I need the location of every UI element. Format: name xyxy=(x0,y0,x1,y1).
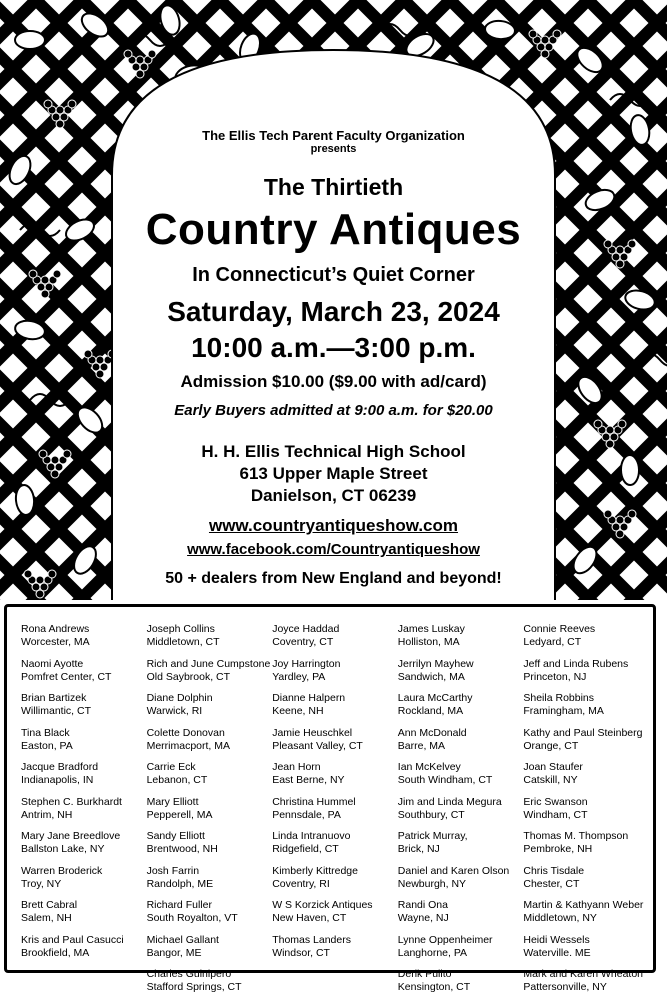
dealer-location: Barre, MA xyxy=(397,739,446,752)
dealer-name: Joyce Haddad xyxy=(272,623,340,635)
dealer-entry xyxy=(147,865,273,900)
dealer-entry xyxy=(272,658,398,693)
dealer-location: Southbury, CT xyxy=(397,808,465,821)
dealer-name: Ian McKelvey xyxy=(397,761,461,773)
dealer-location: Pattersonville, NY xyxy=(523,981,607,993)
dealers-note: 50 + dealers from New England and beyond! xyxy=(165,570,502,587)
dealer-location: Windsor, CT xyxy=(272,946,330,959)
dealer-location: Kensington, CT xyxy=(397,981,471,993)
dealer-location: Lebanon, CT xyxy=(146,774,208,786)
dealer-name: Sheila Robbins xyxy=(523,692,595,704)
dealer-entry xyxy=(147,899,273,934)
dealer-entry xyxy=(398,658,524,693)
dealer-entry xyxy=(523,899,649,934)
dealer-location: South Windham, CT xyxy=(397,774,493,786)
dealer-location: Old Saybrook, CT xyxy=(146,670,231,683)
dealer-entry xyxy=(523,865,649,900)
dealer-entry xyxy=(147,796,273,831)
early-buyers-note: Early Buyers admitted at 9:00 a.m. for $20.00 xyxy=(174,402,493,419)
dealer-entry xyxy=(398,865,524,900)
dealer-name: Brett Cabral xyxy=(21,899,78,911)
dealer-location: Sandwich, MA xyxy=(397,670,465,683)
dealer-location: Willimantic, CT xyxy=(21,705,91,717)
dealer-name: Mark and Karen Wheaton xyxy=(523,968,644,980)
dealer-location: Warwick, RI xyxy=(146,705,203,717)
dealer-name: Dianne Halpern xyxy=(272,692,346,704)
dealer-entry xyxy=(21,623,147,658)
dealer-column xyxy=(523,623,649,1003)
dealer-location: Troy, NY xyxy=(21,877,62,890)
dealer-name: Josh Farrin xyxy=(146,864,200,877)
dealer-entry xyxy=(272,692,398,727)
dealer-name: Lynne Oppenheimer xyxy=(397,933,493,946)
dealer-entry xyxy=(523,761,649,796)
dealer-name: Warren Broderick xyxy=(21,864,103,877)
dealer-location: Indianapolis, IN xyxy=(21,774,94,786)
dealer-entry xyxy=(21,830,147,865)
dealer-name: Diane Dolphin xyxy=(146,692,213,704)
dealer-entry xyxy=(523,968,649,1003)
dealer-name: Thomas Landers xyxy=(272,933,351,946)
dealer-entry xyxy=(523,658,649,693)
dealer-name: Jeff and Linda Rubens xyxy=(523,657,629,670)
dealer-entry xyxy=(272,761,398,796)
dealer-name: Joseph Collins xyxy=(146,623,215,635)
subtitle: In Connecticut’s Quiet Corner xyxy=(192,264,475,286)
dealer-location: Pleasant Valley, CT xyxy=(272,739,363,752)
dealer-column xyxy=(147,623,273,1003)
venue-address xyxy=(150,441,517,507)
dealer-name: Carrie Eck xyxy=(146,761,196,773)
dealer-location: Catskill, NY xyxy=(523,774,578,786)
dealer-entry xyxy=(398,623,524,658)
venue-street: 613 Upper Maple Street xyxy=(239,464,428,483)
dealer-location: Brookfield, MA xyxy=(21,946,90,959)
dealer-entry xyxy=(147,934,273,969)
edition-line: The Thirtieth xyxy=(263,174,404,200)
dealer-location: Chester, CT xyxy=(523,877,580,890)
admission-price: Admission $10.00 ($9.00 with ad/card) xyxy=(180,372,487,391)
dealer-entry xyxy=(147,623,273,658)
website-link[interactable]: www.countryantiqueshow.com xyxy=(208,516,459,535)
dealer-location: Antrim, NH xyxy=(21,808,73,821)
venue-city: Danielson, CT 06239 xyxy=(250,486,417,505)
dealer-entry xyxy=(147,658,273,693)
dealer-name: Derik Pulito xyxy=(397,968,452,980)
dealer-location: New Haven, CT xyxy=(272,912,347,924)
dealer-entry xyxy=(21,658,147,693)
dealer-name: Martin & Kathyann Weber xyxy=(523,899,644,911)
dealer-location: Coventry, CT xyxy=(272,636,334,648)
dealer-entry xyxy=(523,623,649,658)
dealer-column xyxy=(398,623,524,1003)
dealer-location: Holliston, MA xyxy=(397,636,460,648)
dealer-name: Christina Hummel xyxy=(272,795,356,808)
dealer-name: Thomas M. Thompson xyxy=(523,830,629,842)
dealer-location: Worcester, MA xyxy=(21,636,90,648)
dealer-entry xyxy=(272,865,398,900)
dealer-entry xyxy=(21,727,147,762)
dealer-name: Heidi Wessels xyxy=(523,933,590,946)
dealer-location: Middletown, CT xyxy=(146,636,220,648)
dealer-name: Linda Intranuovo xyxy=(272,830,351,842)
dealer-name: Jim and Linda Megura xyxy=(397,795,502,808)
dealer-entry xyxy=(272,796,398,831)
dealer-name: Eric Swanson xyxy=(523,795,588,808)
dealer-location: Windham, CT xyxy=(523,808,588,821)
dealer-entry xyxy=(398,934,524,969)
dealer-location: Pomfret Center, CT xyxy=(21,670,112,683)
dealer-name: Sandy Elliott xyxy=(146,830,205,842)
dealer-location: Easton, PA xyxy=(21,739,73,752)
dealer-entry xyxy=(523,727,649,762)
dealer-name: James Luskay xyxy=(397,623,465,635)
dealer-name: Naomi Ayotte xyxy=(21,657,84,670)
dealer-list-box xyxy=(4,604,656,993)
dealer-location: Stafford Springs, CT xyxy=(146,981,242,993)
dealer-name: Kimberly Kittredge xyxy=(272,864,358,877)
dealer-location: Bangor, ME xyxy=(146,946,202,959)
dealer-name: Tina Black xyxy=(21,726,70,739)
presents-line: presents xyxy=(310,143,357,155)
dealer-name: Richard Fuller xyxy=(146,899,212,911)
dealer-entry xyxy=(21,796,147,831)
dealer-name: Rona Andrews xyxy=(21,623,90,635)
dealer-name: Rich and June Cumpstone xyxy=(146,657,271,670)
dealer-location: Wayne, NJ xyxy=(397,912,449,924)
dealer-location: Brick, NJ xyxy=(397,843,440,855)
dealer-entry xyxy=(398,796,524,831)
dealer-name: Jerrilyn Mayhew xyxy=(397,657,474,670)
dealer-location: Langhorne, PA xyxy=(397,946,468,959)
dealer-entry xyxy=(21,865,147,900)
dealer-name: Chris Tisdale xyxy=(523,864,585,877)
dealer-entry xyxy=(272,934,398,969)
dealer-name: Laura McCarthy xyxy=(397,692,473,704)
dealer-entry xyxy=(523,692,649,727)
dealer-column xyxy=(21,623,147,1003)
dealer-location: East Berne, NY xyxy=(272,774,345,786)
dealer-name: Stephen C. Burkhardt xyxy=(21,795,122,808)
dealer-name: Joy Harrington xyxy=(272,657,341,670)
dealer-location: Orange, CT xyxy=(523,739,579,752)
dealer-location: Rockland, MA xyxy=(397,705,464,717)
dealer-location: Pennsdale, PA xyxy=(272,808,341,821)
dealer-entry xyxy=(398,727,524,762)
dealer-entry xyxy=(272,623,398,658)
dealer-name: Brian Bartizek xyxy=(21,692,87,704)
dealer-grid xyxy=(21,623,649,1003)
dealer-name: Mary Elliott xyxy=(146,795,199,808)
dealer-entry xyxy=(398,761,524,796)
dealer-name: W S Korzick Antiques xyxy=(272,899,373,911)
dealer-entry xyxy=(523,796,649,831)
dealer-name: Kathy and Paul Steinberg xyxy=(523,726,643,739)
dealer-location: Merrimacport, MA xyxy=(146,739,231,752)
dealer-name: Jean Horn xyxy=(272,761,321,773)
dealer-name: Ann McDonald xyxy=(397,726,467,739)
dealer-location: Ridgefield, CT xyxy=(272,843,339,855)
dealer-location: Pepperell, MA xyxy=(146,808,213,821)
dealer-entry xyxy=(21,934,147,969)
dealer-location: Middletown, NY xyxy=(523,912,597,924)
dealer-name: Charles Guinipero xyxy=(146,968,232,980)
event-date: Saturday, March 23, 2024 xyxy=(167,296,500,327)
dealer-location: Pembroke, NH xyxy=(523,843,593,855)
dealer-name: Michael Gallant xyxy=(146,933,219,946)
dealer-name: Patrick Murray, xyxy=(397,830,468,842)
dealer-location: Princeton, NJ xyxy=(523,670,587,683)
dealer-entry xyxy=(21,761,147,796)
dealer-name: Connie Reeves xyxy=(523,623,596,635)
dealer-location: Yardley, PA xyxy=(272,670,326,683)
dealer-location: South Royalton, VT xyxy=(146,912,238,924)
dealer-location: Ballston Lake, NY xyxy=(21,843,105,855)
dealer-location: Keene, NH xyxy=(272,705,324,717)
dealer-location: Brentwood, NH xyxy=(146,843,218,855)
dealer-location: Waterville. ME xyxy=(523,946,591,959)
organizer-line: The Ellis Tech Parent Faculty Organization xyxy=(202,128,465,143)
dealer-location: Randolph, ME xyxy=(146,877,214,890)
dealer-location: Coventry, RI xyxy=(272,877,330,890)
dealer-entry xyxy=(523,934,649,969)
dealer-name: Jacque Bradford xyxy=(21,761,99,773)
dealer-location: Newburgh, NY xyxy=(397,877,467,890)
dealer-entry xyxy=(272,899,398,934)
dealer-name: Kris and Paul Casucci xyxy=(21,933,124,946)
dealer-entry xyxy=(398,830,524,865)
dealer-column xyxy=(272,623,398,1003)
dealer-name: Joan Staufer xyxy=(523,761,583,773)
dealer-entry xyxy=(147,761,273,796)
dealer-name: Jamie Heuschkel xyxy=(272,726,353,739)
dealer-entry xyxy=(272,830,398,865)
dealer-entry xyxy=(398,899,524,934)
dealer-entry xyxy=(147,830,273,865)
dealer-entry xyxy=(398,692,524,727)
venue-name: H. H. Ellis Technical High School xyxy=(201,442,466,461)
dealer-name: Daniel and Karen Olson xyxy=(397,864,510,877)
dealer-location: Salem, NH xyxy=(21,912,72,924)
dealer-location: Framingham, MA xyxy=(523,705,604,717)
dealer-entry xyxy=(147,692,273,727)
dealer-entry xyxy=(523,830,649,865)
event-time: 10:00 a.m.—3:00 p.m. xyxy=(191,332,476,363)
page-title: Country Antiques xyxy=(145,205,522,254)
dealer-entry xyxy=(147,727,273,762)
dealer-entry xyxy=(147,968,273,1003)
facebook-link[interactable]: www.facebook.com/Countryantiqueshow xyxy=(187,541,480,558)
dealer-location: Ledyard, CT xyxy=(523,636,582,648)
dealer-name: Randi Ona xyxy=(397,899,448,911)
dealer-name: Mary Jane Breedlove xyxy=(21,830,121,842)
dealer-entry xyxy=(272,727,398,762)
dealer-entry xyxy=(21,899,147,934)
dealer-name: Colette Donovan xyxy=(146,726,225,739)
dealer-entry xyxy=(398,968,524,1003)
dealer-entry xyxy=(21,692,147,727)
